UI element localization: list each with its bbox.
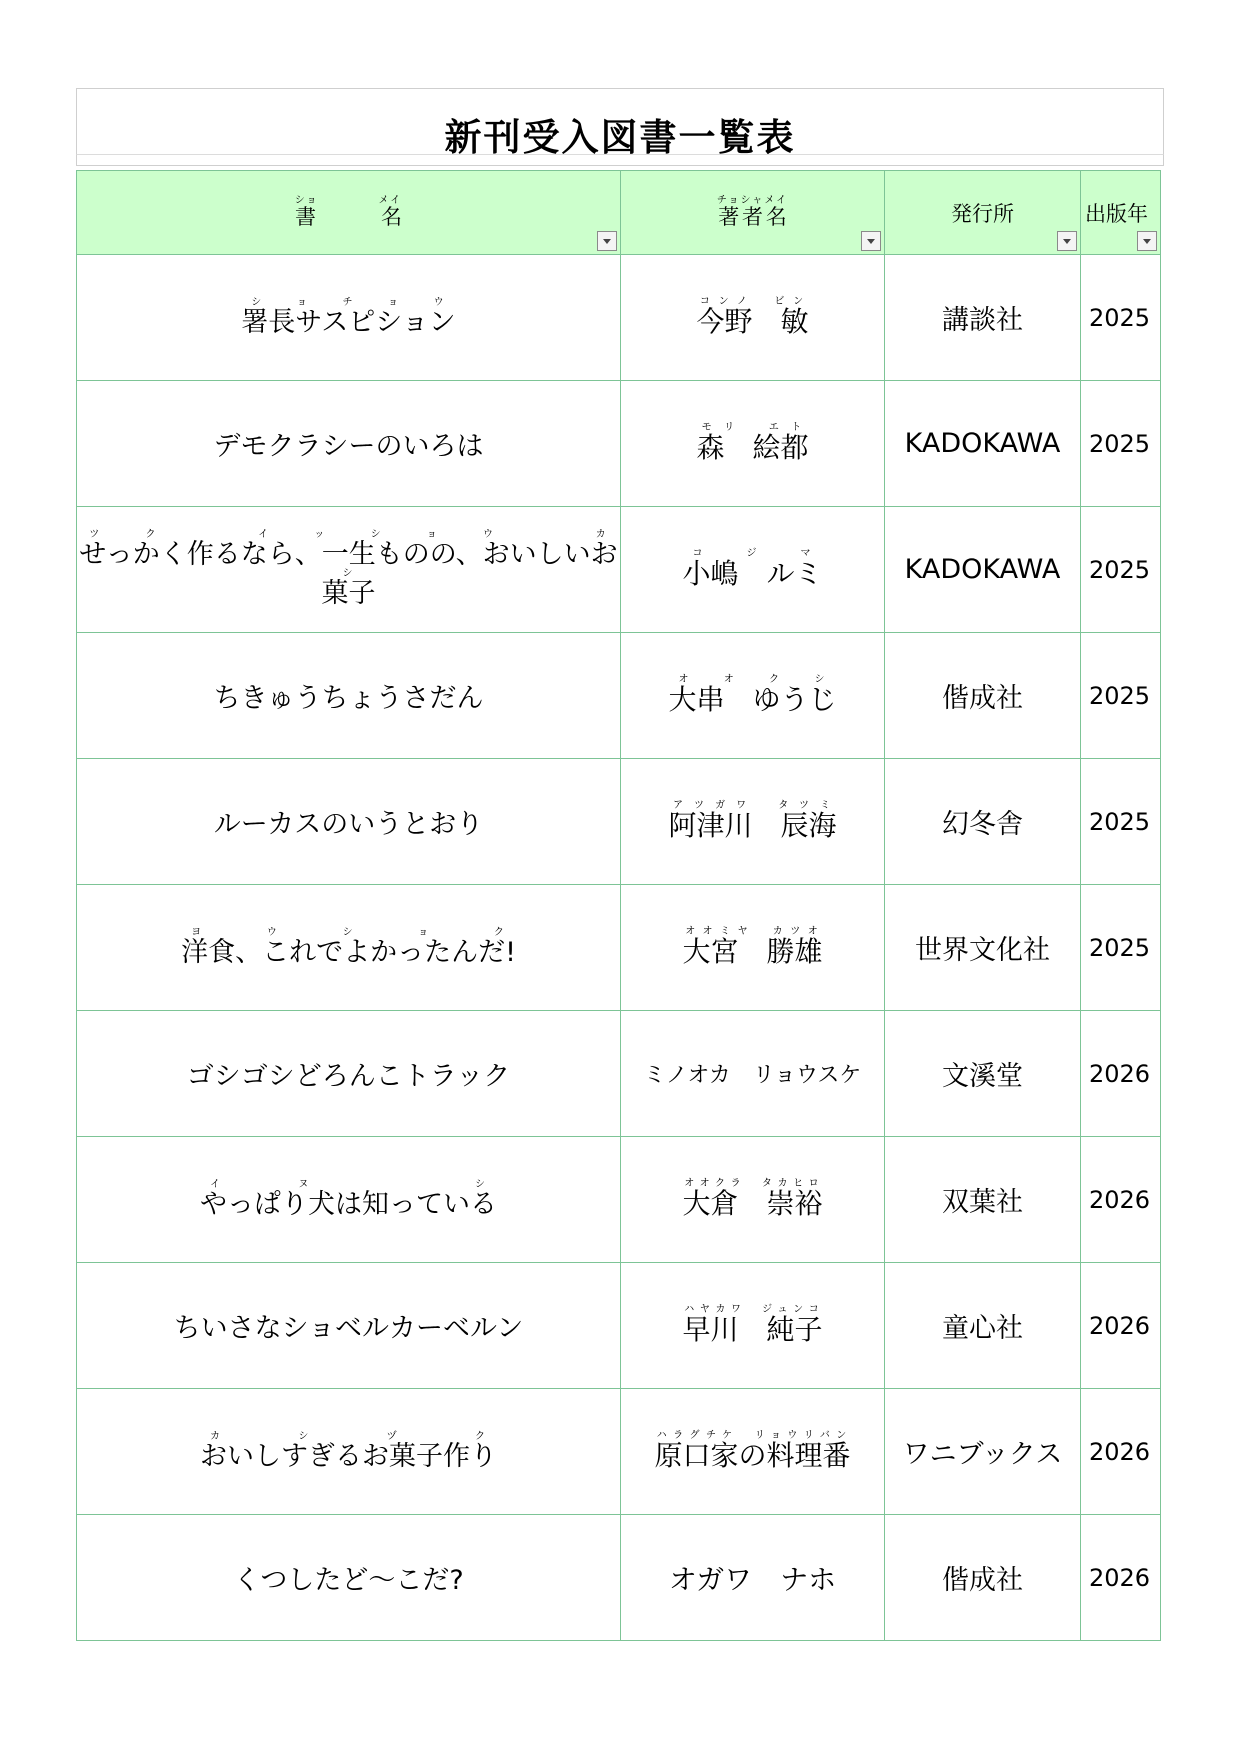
year-text: 2026 [1089,1563,1151,1592]
book-table [76,170,1161,1641]
author-cell[interactable] [621,633,885,759]
year-cell[interactable] [1081,633,1161,759]
publisher-cell[interactable] [885,1137,1081,1263]
publisher-text: 偕成社 [942,1565,1023,1596]
filter-dropdown-icon[interactable] [861,231,881,251]
author-cell[interactable] [621,1389,885,1515]
table-row [77,1263,1161,1389]
author-text: 大倉 崇裕オオクラ タカヒロ [682,1177,823,1220]
year-text: 2026 [1089,1185,1151,1214]
header-author-label: 著者名チョシャメイ [716,194,789,229]
author-cell[interactable] [621,255,885,381]
author-cell[interactable] [621,1137,885,1263]
book-title-cell[interactable] [77,1011,621,1137]
table-row [77,1011,1161,1137]
publisher-cell[interactable] [885,633,1081,759]
table-row [77,507,1161,633]
year-cell[interactable] [1081,885,1161,1011]
author-text: 阿津川 辰海アツガワ タツミ [668,799,837,842]
table-row [77,255,1161,381]
book-ruby: カシヅク [200,1430,497,1442]
book-text: 洋食、これでよかったんだ!ヨウショク [181,926,516,968]
book-text: おいしすぎるお菓子作りカシヅク [200,1430,497,1472]
book-text: くつしたど～こだ? [233,1565,464,1596]
author-text: 原口家の料理番ハラグチケ リョウリバン [654,1429,851,1472]
author-text: 大串 ゆうじオオクシ [668,673,837,716]
publisher-text: 世界文化社 [915,935,1050,966]
table-row [77,633,1161,759]
year-cell[interactable] [1081,1011,1161,1137]
filter-dropdown-icon[interactable] [597,231,617,251]
author-ruby: コンノ ビン [696,295,809,307]
publisher-cell[interactable] [885,759,1081,885]
author-ruby: コジマ [682,547,823,559]
book-title-cell[interactable] [77,1137,621,1263]
table-row [77,885,1161,1011]
book-text: ちきゅうちょうさだん [213,683,484,714]
author-cell[interactable] [621,381,885,507]
publisher-text: 偕成社 [942,683,1023,714]
book-title-cell[interactable] [77,759,621,885]
table-row [77,381,1161,507]
author-text: オガワ ナホ [668,1562,837,1596]
author-cell[interactable] [621,1011,885,1137]
year-text: 2025 [1089,807,1151,836]
book-ruby: ヨウショク [181,926,516,938]
header-year [1081,171,1161,255]
year-cell[interactable] [1081,1515,1161,1641]
year-cell[interactable] [1081,381,1161,507]
author-ruby: アツガワ タツミ [668,799,837,811]
book-text: やっぱり犬は知っているイヌ シ [200,1178,497,1220]
header-author [621,171,885,255]
title-cell [76,88,1164,159]
year-text: 2025 [1089,681,1151,710]
book-text: ゴシゴシどろんこトラック [186,1061,511,1092]
author-ruby: オオクラ タカヒロ [682,1177,823,1189]
book-text: 署長サスピションショチョウ [241,296,456,338]
year-text: 2025 [1089,933,1151,962]
book-title-cell[interactable] [77,633,621,759]
header-publisher-label: 発行所 [951,201,1014,226]
book-text: ちいさなショベルカーベルン [173,1313,524,1344]
author-text: 今野 敏コンノ ビン [696,295,809,338]
header-publisher [885,171,1081,255]
publisher-text: KADOKAWA [904,554,1061,585]
author-text: 早川 純子ハヤカワ ジュンコ [682,1303,823,1346]
author-ruby: オオミヤ カツオ [682,925,823,937]
publisher-cell[interactable] [885,885,1081,1011]
author-cell[interactable] [621,507,885,633]
book-title-cell[interactable] [77,255,621,381]
table-row [77,759,1161,885]
author-cell[interactable] [621,759,885,885]
book-text: ルーカスのいうとおり [213,809,484,840]
book-title-cell[interactable] [77,507,621,633]
header-book-label: 書 名ショ メイ [294,194,403,229]
page-title: 新刊受入図書一覧表 [444,116,796,159]
year-text: 2026 [1089,1059,1151,1088]
author-ruby: ハヤカワ ジュンコ [682,1303,823,1315]
publisher-cell[interactable] [885,507,1081,633]
book-title-cell[interactable] [77,885,621,1011]
author-ruby: モリ エト [696,421,809,433]
table-row [77,1389,1161,1515]
year-text: 2026 [1089,1437,1151,1466]
publisher-cell[interactable] [885,1389,1081,1515]
publisher-cell[interactable] [885,381,1081,507]
year-cell[interactable] [1081,507,1161,633]
publisher-text: 童心社 [942,1313,1023,1344]
book-title-cell[interactable] [77,1389,621,1515]
spacer-row [76,154,1164,166]
publisher-cell[interactable] [885,255,1081,381]
year-cell[interactable] [1081,1389,1161,1515]
publisher-cell[interactable] [885,1263,1081,1389]
publisher-text: KADOKAWA [904,428,1061,459]
book-ruby: ショチョウ [241,296,456,308]
year-text: 2026 [1089,1311,1151,1340]
year-cell[interactable] [1081,759,1161,885]
publisher-cell[interactable] [885,1515,1081,1641]
table-row [77,1137,1161,1263]
table-row [77,1515,1161,1641]
publisher-cell[interactable] [885,1011,1081,1137]
publisher-text: 文溪堂 [942,1061,1023,1092]
year-cell[interactable] [1081,1263,1161,1389]
author-text: 森 絵都モリ エト [696,421,809,464]
author-ruby: オオクシ [668,673,837,685]
author-cell[interactable] [621,885,885,1011]
author-cell[interactable] [621,1515,885,1641]
publisher-text: 幻冬舎 [942,809,1023,840]
filter-dropdown-icon[interactable] [1057,231,1077,251]
book-title-cell[interactable] [77,381,621,507]
publisher-text: ワニブックス [902,1439,1063,1470]
year-cell[interactable] [1081,255,1161,381]
author-text: ミノオカ リョウスケ [643,1063,862,1088]
header-year-label: 出版年 [1085,201,1148,226]
filter-dropdown-icon[interactable] [1137,231,1157,251]
header-row [77,171,1161,255]
book-ruby: イヌ シ [200,1178,497,1190]
publisher-text: 講談社 [942,305,1023,336]
author-text: 大宮 勝雄オオミヤ カツオ [682,925,823,968]
book-title-cell[interactable] [77,1515,621,1641]
header-book [77,171,621,255]
year-text: 2025 [1089,429,1151,458]
book-title-cell[interactable] [77,1263,621,1389]
author-ruby: ハラグチケ リョウリバン [654,1429,851,1441]
book-text: デモクラシーのいろは [213,431,484,462]
year-text: 2025 [1089,555,1151,584]
book-ruby: ツク イッショウ カシ [79,529,618,579]
year-text: 2025 [1089,303,1151,332]
year-cell[interactable] [1081,1137,1161,1263]
publisher-text: 双葉社 [942,1187,1023,1218]
author-text: 小嶋 ルミコジマ [682,547,823,590]
book-text: せっかく作るなら、一生ものの、おいしいお菓子ツク イッショウ カシ [79,529,618,609]
author-cell[interactable] [621,1263,885,1389]
